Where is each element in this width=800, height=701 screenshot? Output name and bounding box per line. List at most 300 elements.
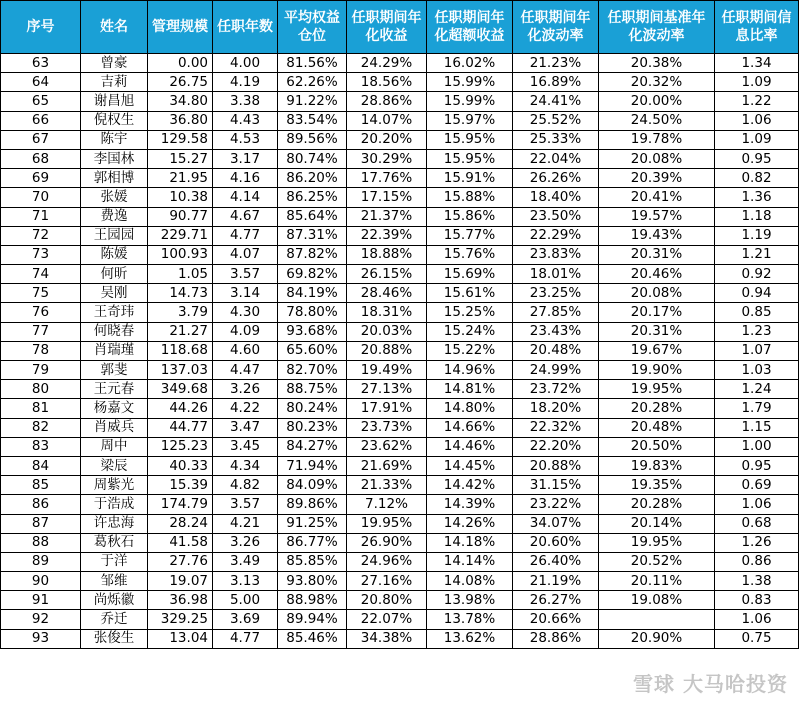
column-header: 任职年数: [213, 1, 278, 54]
table-cell: 4.43: [213, 111, 278, 130]
table-cell: 26.90%: [347, 533, 427, 552]
table-cell: 71.94%: [278, 456, 347, 475]
table-cell: 1.19: [715, 226, 799, 245]
manager-name-cell: 曾豪: [81, 54, 148, 73]
table-cell: 85.64%: [278, 207, 347, 226]
table-cell: 118.68: [148, 341, 213, 360]
table-cell: 1.09: [715, 130, 799, 149]
table-cell: 91.25%: [278, 514, 347, 533]
table-cell: 19.07: [148, 572, 213, 591]
table-cell: 0.92: [715, 265, 799, 284]
table-cell: 62.26%: [278, 73, 347, 92]
table-cell: 88: [1, 533, 81, 552]
manager-name-cell: 张俊生: [81, 629, 148, 648]
table-cell: 3.69: [213, 610, 278, 629]
table-cell: 23.72%: [513, 380, 599, 399]
table-cell: 44.77: [148, 418, 213, 437]
table-cell: 19.95%: [599, 380, 715, 399]
table-cell: 1.00: [715, 437, 799, 456]
table-cell: 3.49: [213, 552, 278, 571]
table-cell: 14.81%: [427, 380, 513, 399]
table-cell: 27.76: [148, 552, 213, 571]
table-cell: 1.79: [715, 399, 799, 418]
table-cell: 18.20%: [513, 399, 599, 418]
table-row: [1, 610, 799, 629]
table-cell: 15.95%: [427, 149, 513, 168]
table-cell: 0.82: [715, 169, 799, 188]
table-cell: 26.27%: [513, 591, 599, 610]
table-cell: 20.11%: [599, 572, 715, 591]
table-cell: 14.46%: [427, 437, 513, 456]
table-cell: 15.97%: [427, 111, 513, 130]
table-cell: 4.53: [213, 130, 278, 149]
table-cell: 85.46%: [278, 629, 347, 648]
table-cell: 36.98: [148, 591, 213, 610]
table-cell: 23.25%: [513, 284, 599, 303]
table-cell: 24.29%: [347, 54, 427, 73]
table-cell: 75: [1, 284, 81, 303]
table-cell: 174.79: [148, 495, 213, 514]
table-cell: 20.41%: [599, 188, 715, 207]
table-cell: 18.88%: [347, 245, 427, 264]
table-cell: 14.26%: [427, 514, 513, 533]
table-cell: 14.66%: [427, 418, 513, 437]
table-cell: 15.61%: [427, 284, 513, 303]
table-cell: 137.03: [148, 361, 213, 380]
table-cell: 18.31%: [347, 303, 427, 322]
table-cell: 20.08%: [599, 284, 715, 303]
table-cell: 85: [1, 476, 81, 495]
manager-name-cell: 乔迁: [81, 610, 148, 629]
table-cell: 88.98%: [278, 591, 347, 610]
table-cell: 4.77: [213, 226, 278, 245]
table-cell: 15.39: [148, 476, 213, 495]
table-cell: 19.83%: [599, 456, 715, 475]
table-cell: 15.99%: [427, 92, 513, 111]
manager-name-cell: 许忠海: [81, 514, 148, 533]
manager-name-cell: 梁辰: [81, 456, 148, 475]
table-cell: 22.39%: [347, 226, 427, 245]
table-cell: 1.24: [715, 380, 799, 399]
table-cell: 86.25%: [278, 188, 347, 207]
manager-name-cell: 费逸: [81, 207, 148, 226]
table-cell: 87.31%: [278, 226, 347, 245]
table-cell: 20.90%: [599, 629, 715, 648]
table-cell: 1.15: [715, 418, 799, 437]
table-cell: 1.38: [715, 572, 799, 591]
table-cell: 93: [1, 629, 81, 648]
table-cell: 15.69%: [427, 265, 513, 284]
table-cell: 28.86%: [513, 629, 599, 648]
table-cell: 84.09%: [278, 476, 347, 495]
table-cell: 80.74%: [278, 149, 347, 168]
table-cell: 20.28%: [599, 495, 715, 514]
table-row: [1, 437, 799, 456]
table-cell: 4.19: [213, 73, 278, 92]
table-cell: 20.17%: [599, 303, 715, 322]
manager-name-cell: 陈媛: [81, 245, 148, 264]
table-cell: 19.90%: [599, 361, 715, 380]
table-cell: 28.46%: [347, 284, 427, 303]
table-cell: 4.60: [213, 341, 278, 360]
table-cell: 25.33%: [513, 130, 599, 149]
table-cell: 26.15%: [347, 265, 427, 284]
table-cell: 83.54%: [278, 111, 347, 130]
table-cell: 31.15%: [513, 476, 599, 495]
manager-name-cell: 吴刚: [81, 284, 148, 303]
table-cell: 20.80%: [347, 591, 427, 610]
table-cell: 90: [1, 572, 81, 591]
table-cell: 1.21: [715, 245, 799, 264]
table-cell: 21.95: [148, 169, 213, 188]
table-cell: 100.93: [148, 245, 213, 264]
table-cell: 24.96%: [347, 552, 427, 571]
manager-name-cell: 王元春: [81, 380, 148, 399]
table-cell: 19.78%: [599, 130, 715, 149]
column-header: 任职期间信息比率: [715, 1, 799, 54]
table-cell: 14.96%: [427, 361, 513, 380]
table-cell: 0.68: [715, 514, 799, 533]
table-cell: 14.39%: [427, 495, 513, 514]
table-cell: 125.23: [148, 437, 213, 456]
table-cell: 10.38: [148, 188, 213, 207]
table-cell: 19.57%: [599, 207, 715, 226]
table-cell: 21.69%: [347, 456, 427, 475]
table-row: [1, 303, 799, 322]
table-cell: 20.03%: [347, 322, 427, 341]
table-cell: 30.29%: [347, 149, 427, 168]
table-row: [1, 54, 799, 73]
table-cell: 64: [1, 73, 81, 92]
table-cell: 3.38: [213, 92, 278, 111]
table-cell: 1.26: [715, 533, 799, 552]
table-cell: 0.86: [715, 552, 799, 571]
table-cell: 5.00: [213, 591, 278, 610]
table-cell: 16.02%: [427, 54, 513, 73]
table-cell: 0.95: [715, 456, 799, 475]
table-cell: 20.52%: [599, 552, 715, 571]
table-cell: [599, 610, 715, 629]
table-cell: 15.25%: [427, 303, 513, 322]
table-cell: 21.27: [148, 322, 213, 341]
table-cell: 20.32%: [599, 73, 715, 92]
table-cell: 15.91%: [427, 169, 513, 188]
table-cell: 71: [1, 207, 81, 226]
table-cell: 18.56%: [347, 73, 427, 92]
table-cell: 22.32%: [513, 418, 599, 437]
table-cell: 76: [1, 303, 81, 322]
manager-name-cell: 尚烁徽: [81, 591, 148, 610]
table-cell: 1.36: [715, 188, 799, 207]
table-cell: 15.27: [148, 149, 213, 168]
table-cell: 14.07%: [347, 111, 427, 130]
column-header: 管理规模: [148, 1, 213, 54]
table-cell: 27.13%: [347, 380, 427, 399]
table-cell: 19.43%: [599, 226, 715, 245]
manager-name-cell: 肖瑞瑾: [81, 341, 148, 360]
table-row: [1, 476, 799, 495]
table-row: [1, 361, 799, 380]
table-cell: 20.00%: [599, 92, 715, 111]
manager-name-cell: 周中: [81, 437, 148, 456]
table-cell: 90.77: [148, 207, 213, 226]
table-cell: 28.24: [148, 514, 213, 533]
table-cell: 13.04: [148, 629, 213, 648]
table-row: [1, 149, 799, 168]
table-row: [1, 341, 799, 360]
table-cell: 25.52%: [513, 111, 599, 130]
header-row: [1, 1, 799, 54]
manager-name-cell: 周紫光: [81, 476, 148, 495]
table-cell: 74: [1, 265, 81, 284]
table-cell: 3.17: [213, 149, 278, 168]
table-cell: 1.06: [715, 610, 799, 629]
table-cell: 24.41%: [513, 92, 599, 111]
table-cell: 3.26: [213, 533, 278, 552]
table-cell: 4.77: [213, 629, 278, 648]
table-cell: 86.77%: [278, 533, 347, 552]
table-cell: 1.06: [715, 495, 799, 514]
table-cell: 67: [1, 130, 81, 149]
table-cell: 14.42%: [427, 476, 513, 495]
table-cell: 27.85%: [513, 303, 599, 322]
table-cell: 15.99%: [427, 73, 513, 92]
table-row: [1, 226, 799, 245]
table-cell: 34.07%: [513, 514, 599, 533]
table-cell: 16.89%: [513, 73, 599, 92]
manager-name-cell: 倪权生: [81, 111, 148, 130]
table-cell: 1.06: [715, 111, 799, 130]
table-row: [1, 514, 799, 533]
table-row: [1, 245, 799, 264]
table-cell: 68: [1, 149, 81, 168]
table-cell: 0.75: [715, 629, 799, 648]
table-cell: 1.22: [715, 92, 799, 111]
table-cell: 69: [1, 169, 81, 188]
table-cell: 34.38%: [347, 629, 427, 648]
table-cell: 17.15%: [347, 188, 427, 207]
table-cell: 89: [1, 552, 81, 571]
table-cell: 27.16%: [347, 572, 427, 591]
table-cell: 129.58: [148, 130, 213, 149]
table-cell: 0.00: [148, 54, 213, 73]
table-cell: 80: [1, 380, 81, 399]
table-cell: 41.58: [148, 533, 213, 552]
table-row: [1, 284, 799, 303]
table-cell: 20.88%: [513, 456, 599, 475]
manager-name-cell: 于洋: [81, 552, 148, 571]
table-cell: 93.68%: [278, 322, 347, 341]
table-cell: 3.45: [213, 437, 278, 456]
column-header: 任职期间年化超额收益: [427, 1, 513, 54]
column-header: 姓名: [81, 1, 148, 54]
manager-name-cell: 杨嘉文: [81, 399, 148, 418]
table-row: [1, 572, 799, 591]
watermark: 雪球 大马哈投资: [633, 672, 788, 696]
table-row: [1, 399, 799, 418]
table-row: [1, 111, 799, 130]
table-cell: 14.08%: [427, 572, 513, 591]
table-cell: 3.26: [213, 380, 278, 399]
table-row: [1, 418, 799, 437]
table-cell: 84.27%: [278, 437, 347, 456]
column-header: 任职期间基准年化波动率: [599, 1, 715, 54]
table-cell: 14.45%: [427, 456, 513, 475]
table-cell: 69.82%: [278, 265, 347, 284]
table-cell: 20.31%: [599, 322, 715, 341]
table-row: [1, 169, 799, 188]
table-cell: 19.49%: [347, 361, 427, 380]
table-cell: 0.85: [715, 303, 799, 322]
table-row: [1, 456, 799, 475]
table-cell: 92: [1, 610, 81, 629]
table-row: [1, 73, 799, 92]
table-cell: 20.39%: [599, 169, 715, 188]
manager-name-cell: 郭斐: [81, 361, 148, 380]
table-cell: 40.33: [148, 456, 213, 475]
table-cell: 93.80%: [278, 572, 347, 591]
table-cell: 1.05: [148, 265, 213, 284]
table-cell: 63: [1, 54, 81, 73]
table-cell: 17.76%: [347, 169, 427, 188]
table-cell: 91.22%: [278, 92, 347, 111]
table-cell: 3.57: [213, 265, 278, 284]
table-cell: 23.50%: [513, 207, 599, 226]
table-cell: 13.62%: [427, 629, 513, 648]
table-cell: 4.16: [213, 169, 278, 188]
table-row: [1, 92, 799, 111]
table-cell: 4.07: [213, 245, 278, 264]
table-cell: 87: [1, 514, 81, 533]
table-row: [1, 130, 799, 149]
table-cell: 13.78%: [427, 610, 513, 629]
table-cell: 22.07%: [347, 610, 427, 629]
table-cell: 14.80%: [427, 399, 513, 418]
table-cell: 83: [1, 437, 81, 456]
table-cell: 23.22%: [513, 495, 599, 514]
table-cell: 87.82%: [278, 245, 347, 264]
table-cell: 19.95%: [599, 533, 715, 552]
table-cell: 78: [1, 341, 81, 360]
table-cell: 3.79: [148, 303, 213, 322]
table-cell: 80.23%: [278, 418, 347, 437]
table-cell: 19.35%: [599, 476, 715, 495]
manager-name-cell: 何晓春: [81, 322, 148, 341]
table-cell: 20.60%: [513, 533, 599, 552]
table-cell: 77: [1, 322, 81, 341]
column-header: 序号: [1, 1, 81, 54]
table-cell: 24.50%: [599, 111, 715, 130]
table-cell: 1.07: [715, 341, 799, 360]
table-cell: 15.76%: [427, 245, 513, 264]
table-cell: 84: [1, 456, 81, 475]
table-body: [1, 54, 799, 649]
table-cell: 329.25: [148, 610, 213, 629]
table-cell: 20.88%: [347, 341, 427, 360]
table-cell: 4.14: [213, 188, 278, 207]
table-cell: 14.14%: [427, 552, 513, 571]
table-cell: 4.30: [213, 303, 278, 322]
table-cell: 23.83%: [513, 245, 599, 264]
table-cell: 4.34: [213, 456, 278, 475]
manager-name-cell: 谢昌旭: [81, 92, 148, 111]
table-cell: 78.80%: [278, 303, 347, 322]
manager-name-cell: 邹维: [81, 572, 148, 591]
table-cell: 15.22%: [427, 341, 513, 360]
table-cell: 14.73: [148, 284, 213, 303]
table-cell: 20.50%: [599, 437, 715, 456]
table-row: [1, 188, 799, 207]
table-cell: 19.95%: [347, 514, 427, 533]
table-cell: 229.71: [148, 226, 213, 245]
table-cell: 23.43%: [513, 322, 599, 341]
table-row: [1, 552, 799, 571]
column-header: 平均权益仓位: [278, 1, 347, 54]
table-cell: 20.48%: [599, 418, 715, 437]
column-header: 任职期间年化收益: [347, 1, 427, 54]
table-cell: 72: [1, 226, 81, 245]
table-cell: 81: [1, 399, 81, 418]
table-row: [1, 207, 799, 226]
table-cell: 84.19%: [278, 284, 347, 303]
table-cell: 4.00: [213, 54, 278, 73]
table-cell: 22.29%: [513, 226, 599, 245]
table-cell: 3.57: [213, 495, 278, 514]
table-cell: 20.66%: [513, 610, 599, 629]
table-cell: 4.22: [213, 399, 278, 418]
table-cell: 89.86%: [278, 495, 347, 514]
table-cell: 13.98%: [427, 591, 513, 610]
table-cell: 15.24%: [427, 322, 513, 341]
table-cell: 1.03: [715, 361, 799, 380]
table-cell: 4.21: [213, 514, 278, 533]
manager-name-cell: 李国林: [81, 149, 148, 168]
table-cell: 17.91%: [347, 399, 427, 418]
table-cell: 24.99%: [513, 361, 599, 380]
table-cell: 23.73%: [347, 418, 427, 437]
table-cell: 20.48%: [513, 341, 599, 360]
table-cell: 73: [1, 245, 81, 264]
manager-name-cell: 王奇玮: [81, 303, 148, 322]
table-cell: 81.56%: [278, 54, 347, 73]
table-cell: 23.62%: [347, 437, 427, 456]
manager-name-cell: 肖威兵: [81, 418, 148, 437]
table-cell: 20.46%: [599, 265, 715, 284]
table-cell: 15.88%: [427, 188, 513, 207]
table-cell: 15.95%: [427, 130, 513, 149]
table-cell: 20.08%: [599, 149, 715, 168]
table-cell: 70: [1, 188, 81, 207]
table-cell: 20.28%: [599, 399, 715, 418]
table-cell: 21.37%: [347, 207, 427, 226]
table-cell: 82: [1, 418, 81, 437]
table-row: [1, 322, 799, 341]
table-cell: 4.67: [213, 207, 278, 226]
table-cell: 20.38%: [599, 54, 715, 73]
table-cell: 0.83: [715, 591, 799, 610]
table-cell: 3.47: [213, 418, 278, 437]
table-cell: 88.75%: [278, 380, 347, 399]
table-cell: 65.60%: [278, 341, 347, 360]
table-cell: 26.40%: [513, 552, 599, 571]
manager-name-cell: 何昕: [81, 265, 148, 284]
table-row: [1, 380, 799, 399]
table-cell: 66: [1, 111, 81, 130]
table-cell: 18.01%: [513, 265, 599, 284]
table-cell: 89.94%: [278, 610, 347, 629]
table-cell: 0.94: [715, 284, 799, 303]
table-cell: 15.77%: [427, 226, 513, 245]
